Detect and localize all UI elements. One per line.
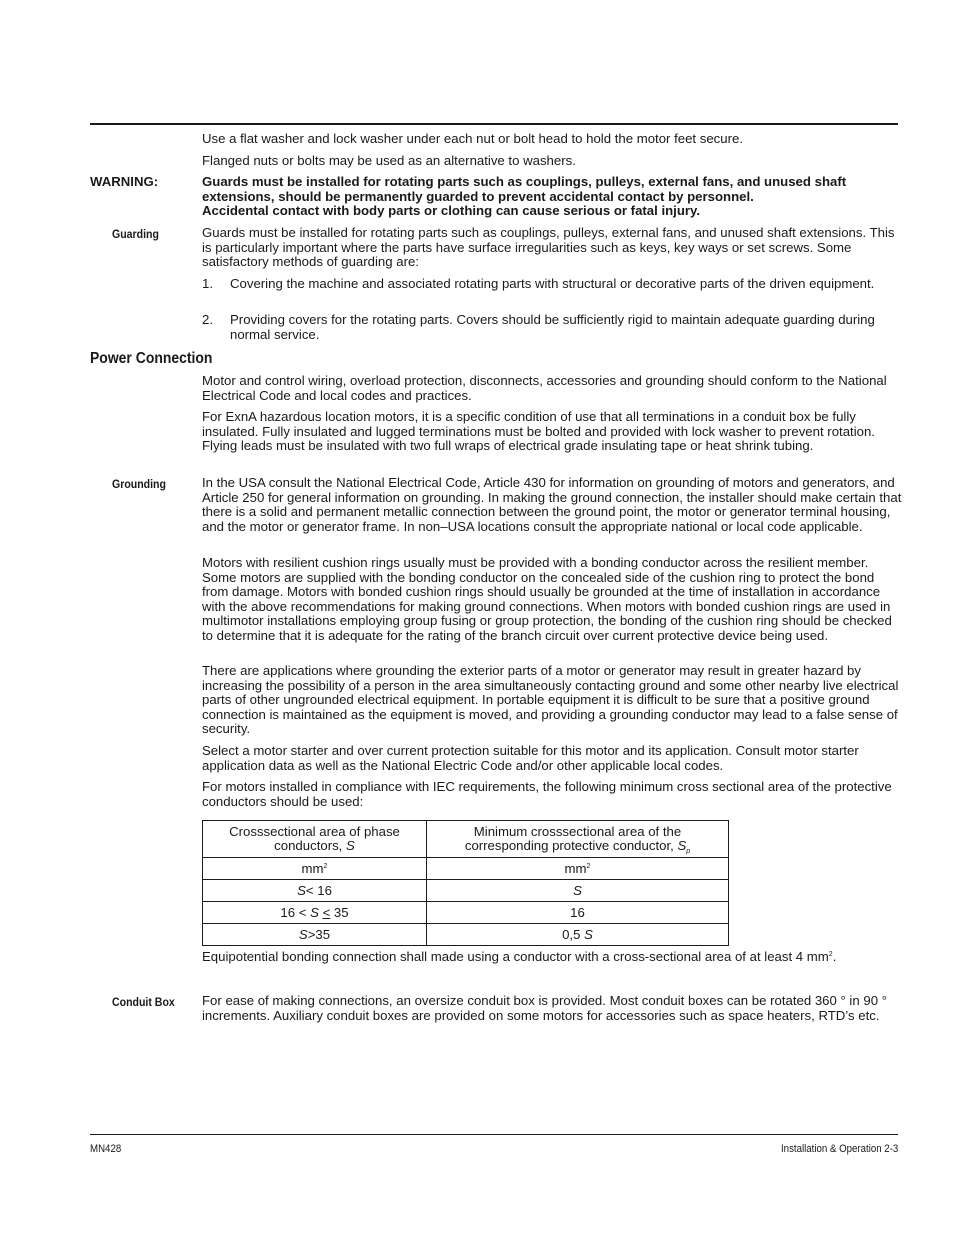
grounding-paragraph-5: For motors installed in compliance with IEC requirements, the following minimum cross sectional area of the protective conductors should be used: bbox=[202, 779, 892, 809]
section-heading-power-connection: Power Connection bbox=[90, 350, 213, 367]
footer-doc-number: MN428 bbox=[90, 1143, 122, 1155]
protective-conductor-table bbox=[202, 820, 729, 946]
table-cell: S bbox=[427, 880, 729, 902]
warning-text bbox=[202, 175, 902, 219]
power-connection-paragraph-2: For ExnA hazardous location motors, it is a specific condition of use that all terminations in a conduit box be fully insulated. Fully insulated and lugged terminations must be bolted and provided with lock washer to prevent rotation. Flying leads must be insulated with two full wraps of electrical grade insulating tape or heat shrink tubing. bbox=[202, 409, 875, 454]
table-header-protective: Minimum crosssectional area of the corresponding protective conductor, $S_p$ bbox=[427, 821, 729, 858]
conduit-box-label: Conduit Box bbox=[112, 995, 175, 1009]
grounding-paragraph-1: In the USA consult the National Electrical Code, Article 430 for information on grounding of motors and generators, and Article 250 for general information on grounding. In making the ground connection, the installer should make certain that there is a solid and permanent metallic connection between the ground point, the motor or generator terminal housing, and the motor or generator frame. In non–USA locations consult the appropriate national or local code applicable. bbox=[202, 475, 902, 534]
footer-rule bbox=[90, 1134, 898, 1135]
table-row bbox=[203, 902, 729, 924]
table-cell-unit: $mm^2$ bbox=[427, 858, 729, 880]
table-header-phase: Crosssectional area of phase conductors, S bbox=[203, 821, 427, 858]
table-cell: S>35 bbox=[203, 924, 427, 946]
list-item-number: 2. bbox=[202, 312, 213, 327]
table-cell: 16 bbox=[427, 902, 729, 924]
list-item: Covering the machine and associated rotating parts with structural or decorative parts of the driven equipment. bbox=[230, 276, 875, 291]
table-header-row bbox=[203, 821, 729, 858]
grounding-label: Grounding bbox=[112, 477, 166, 491]
intro-paragraph-2: Flanged nuts or bolts may be used as an alternative to washers. bbox=[202, 153, 576, 168]
guarding-label: Guarding bbox=[112, 227, 159, 241]
list-item: Providing covers for the rotating parts. Covers should be sufficiently rigid to maintain adequate guarding during normal service. bbox=[230, 312, 875, 342]
conduit-box-paragraph: For ease of making connections, an oversize conduit box is provided. Most conduit boxes can be rotated 360 ° in 90 ° increments. Auxiliary conduit boxes are provided on some motors for accessories such as space heaters, RTD’s etc. bbox=[202, 993, 887, 1023]
table-row bbox=[203, 858, 729, 880]
power-connection-paragraph-1: Motor and control wiring, overload protection, disconnects, accessories and grounding should conform to the National Electrical Code and local codes and practices. bbox=[202, 373, 887, 403]
equipotential-note: Equipotential bonding connection shall made using a conductor with a cross-sectional area of at least 4 $mm^2$. bbox=[202, 949, 837, 964]
table-cell-unit: $mm^2$ bbox=[203, 858, 427, 880]
table-cell: 16 < S < 35 bbox=[203, 902, 427, 924]
warning-line-1: Guards must be installed for rotating parts such as couplings, pulleys, external fans, and unused shaft extensions, should be permanently guarded to prevent accidental contact by personnel. bbox=[202, 174, 847, 204]
warning-label: WARNING: bbox=[90, 174, 159, 189]
table-row bbox=[203, 924, 729, 946]
grounding-paragraph-4: Select a motor starter and over current protection suitable for this motor and its application. Consult motor starter application data as well as the National Electric Code and/or other applicable local codes. bbox=[202, 743, 859, 773]
footer-page-label: Installation & Operation 2-3 bbox=[780, 1143, 898, 1155]
guarding-paragraph: Guards must be installed for rotating parts such as couplings, pulleys, external fans, and unused shaft extensions. This is particularly important where the parts have surface irregularities such as keys, key ways or set screws. Some satisfactory methods of guarding are: bbox=[202, 225, 895, 270]
table-cell: S< 16 bbox=[203, 880, 427, 902]
intro-paragraph-1: Use a flat washer and lock washer under each nut or bolt head to hold the motor feet secure. bbox=[202, 131, 744, 146]
warning-line-2: Accidental contact with body parts or clothing can cause serious or fatal injury. bbox=[202, 203, 701, 219]
table-row bbox=[203, 880, 729, 902]
list-item-number: 1. bbox=[202, 276, 213, 291]
top-rule bbox=[90, 123, 898, 125]
table-cell: 0,5 S bbox=[427, 924, 729, 946]
grounding-paragraph-2: Motors with resilient cushion rings usually must be provided with a bonding conductor across the resilient member. Some motors are supplied with the bonding conductor on the concealed side of the cushion ring to protect the bond from damage. Motors with bonded cushion rings should usually be grounded at the time of installation in accordance with the above recommendations for making ground connections. When motors with bonded cushion rings are used in multimotor installations employing group fusing or group protection, the bonding of the cushion ring should be checked to determine that it is adequate for the rating of the branch circuit over current protective device being used. bbox=[202, 555, 892, 643]
grounding-paragraph-3: There are applications where grounding the exterior parts of a motor or generator may result in greater hazard by increasing the possibility of a person in the area simultaneously contacting ground and some other nearby live electrical parts of other ungrounded electrical equipment. In portable equipment it is difficult to be sure that a positive ground connection is maintained as the equipment is moved, and providing a grounding conductor may lead to a false sense of security. bbox=[202, 663, 899, 737]
